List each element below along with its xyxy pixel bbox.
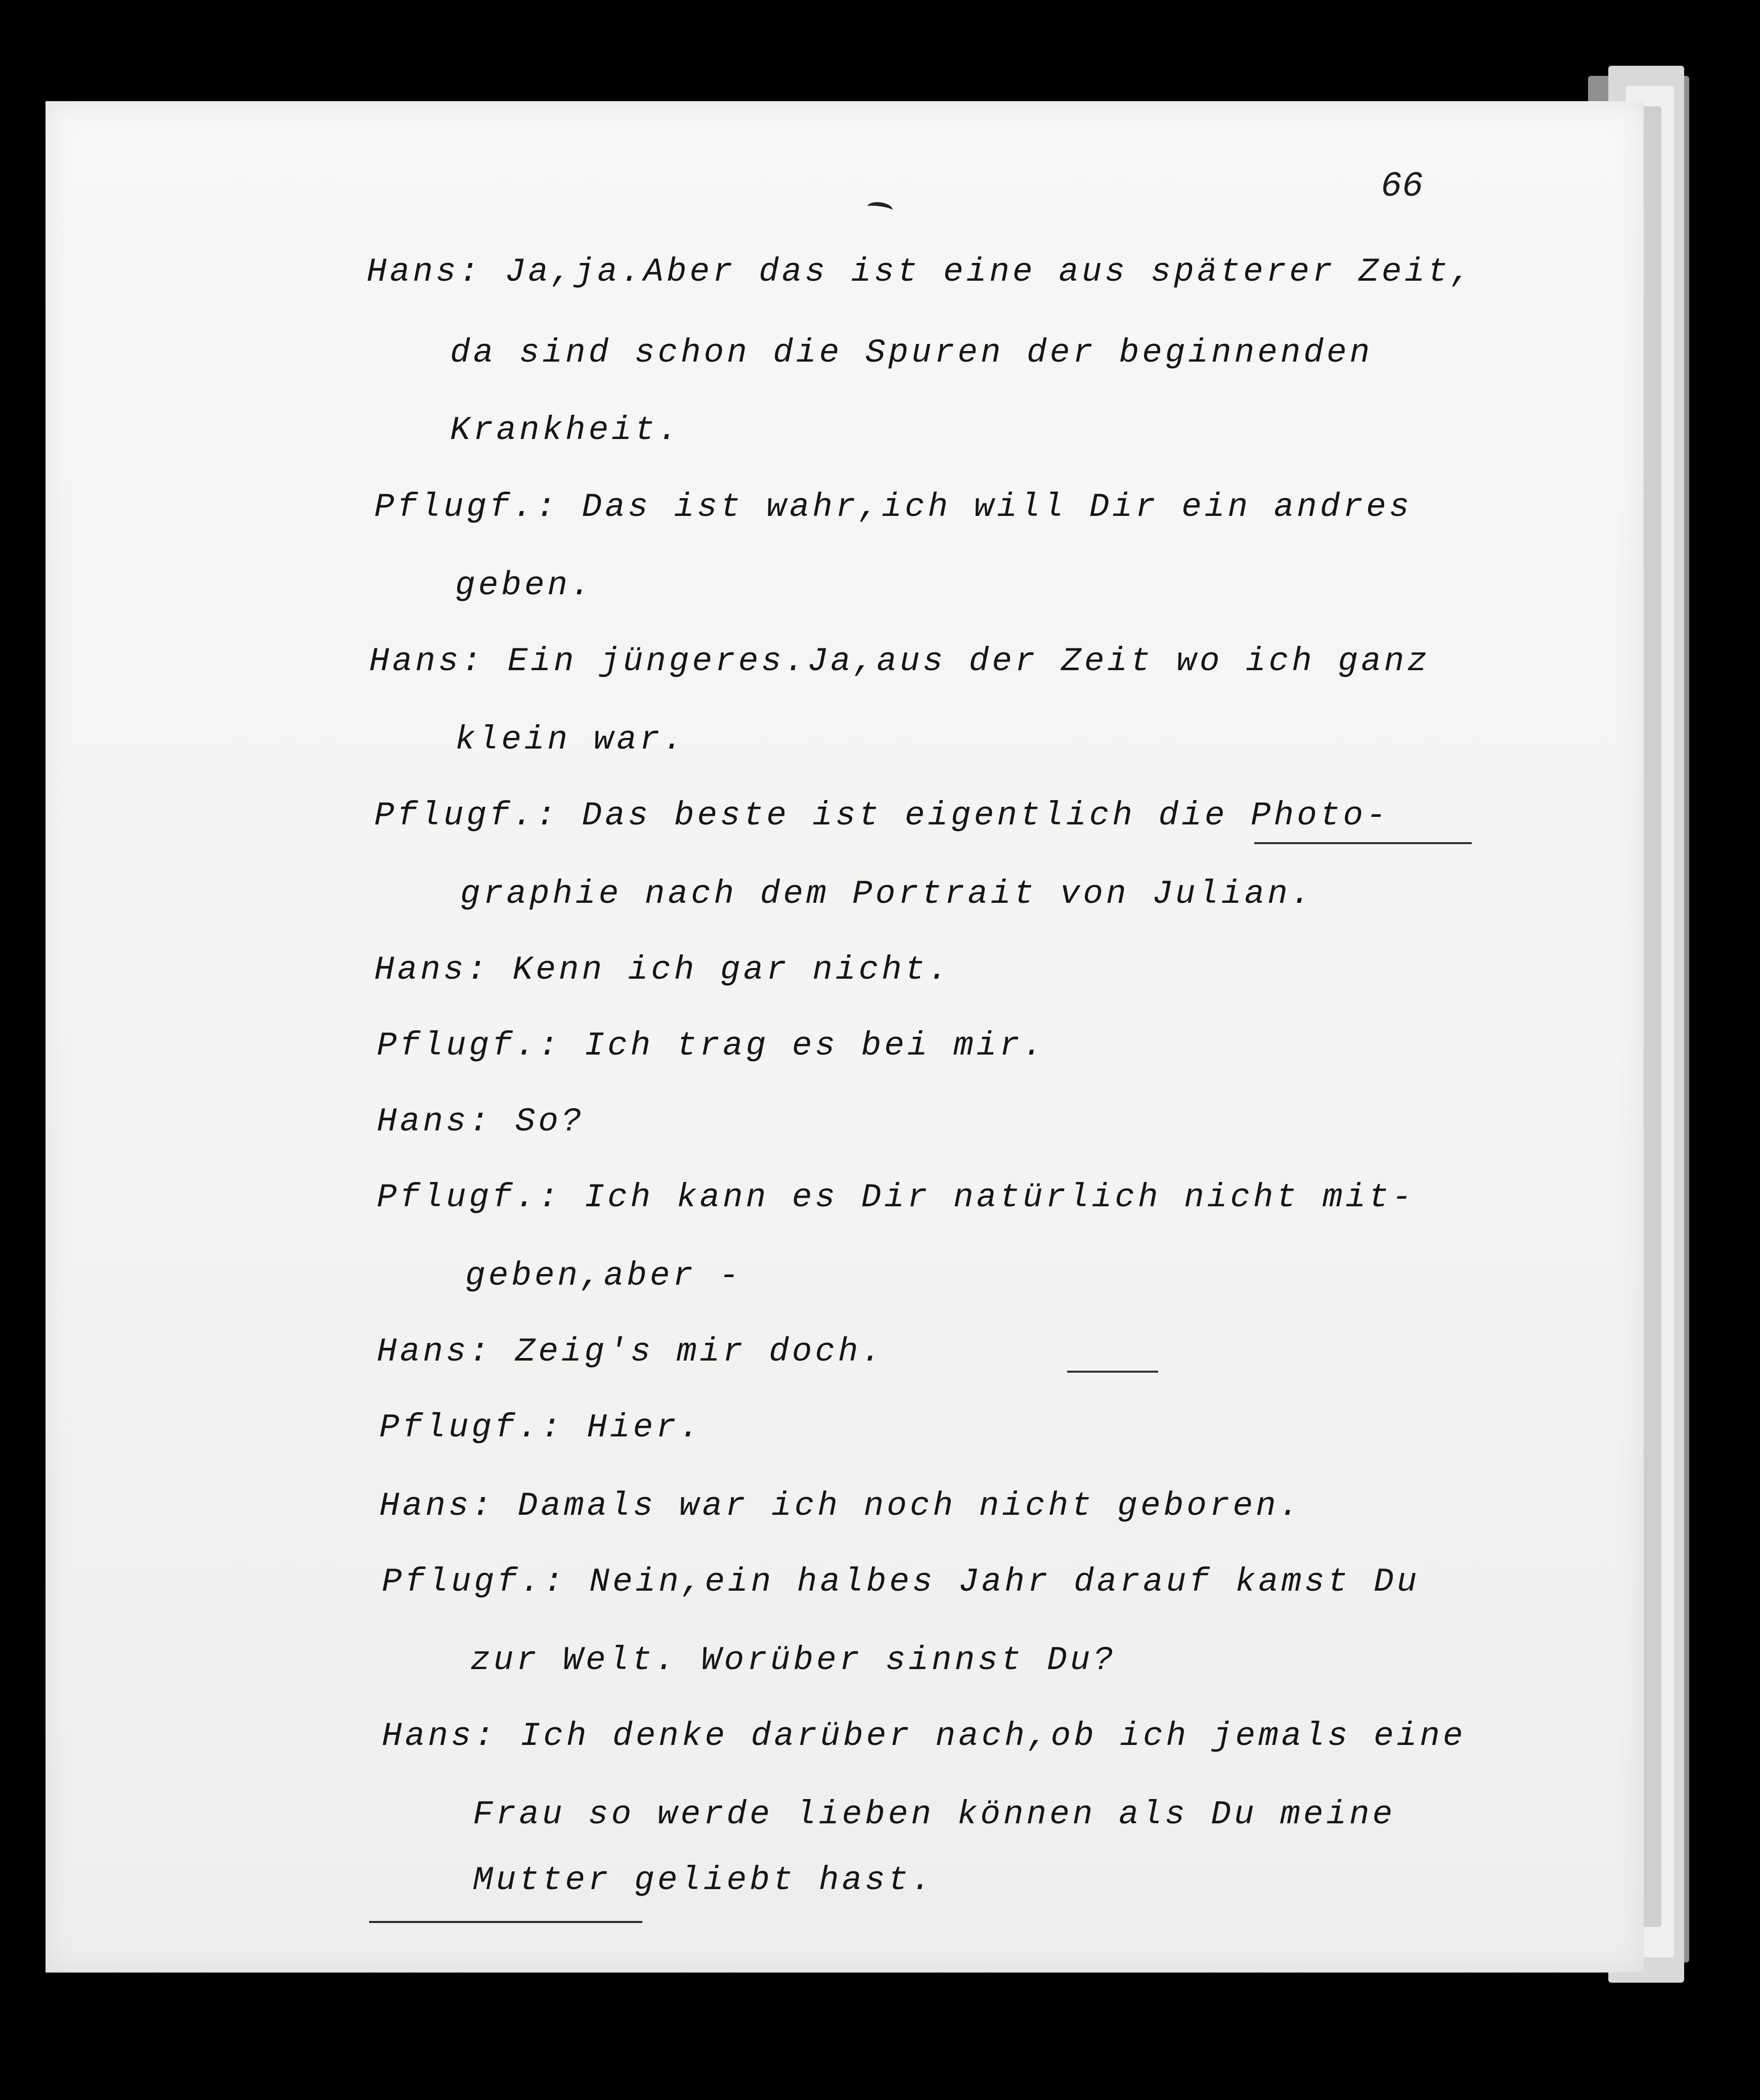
dialogue-line (455, 566, 594, 604)
speech-text: geben,aber - (465, 1257, 742, 1295)
speech-text: Ich denke darüber nach,ob ich jemals eine (520, 1717, 1466, 1755)
speech-text: Zeig's mir doch. (515, 1333, 885, 1371)
dialogue (46, 101, 1644, 1973)
speech-text: Krankheit. (450, 411, 681, 449)
speaker-label: Hans: (374, 951, 490, 989)
dialogue-line (470, 1641, 1116, 1679)
speaker-label: Pflugf.: (377, 1178, 561, 1216)
typescript-page (46, 101, 1644, 1973)
dialogue-line (473, 1798, 1395, 1831)
footer-rule (369, 1921, 642, 1923)
dialogue-line (382, 1565, 1420, 1599)
underline-mark (1067, 1371, 1158, 1373)
dialogue-line (369, 642, 1430, 680)
dialogue-line (377, 1178, 1415, 1216)
speech-text: klein war. (455, 721, 686, 759)
dialogue-line (379, 1411, 702, 1445)
speech-text: Ich trag es bei mir. (584, 1027, 1046, 1065)
speech-text: da sind schon die Spuren der beginnenden (450, 334, 1373, 372)
dialogue-line (450, 411, 681, 449)
speech-text: Mutter geliebt hast. (473, 1861, 935, 1899)
dialogue-line (473, 1861, 935, 1899)
speech-text: Das ist wahr,ich will Dir ein andres (582, 488, 1413, 526)
dialogue-line (382, 1717, 1466, 1755)
dialogue-line (377, 1029, 1046, 1063)
dialogue-line (374, 799, 1389, 833)
speaker-label: Pflugf.: (379, 1409, 564, 1447)
speaker-label: Hans: (377, 1333, 493, 1371)
speaker-label: Hans: (367, 253, 482, 291)
dialogue-line (460, 875, 1314, 913)
speaker-label: Hans: (379, 1487, 495, 1525)
speech-text: Ja,ja.Aber das ist eine aus späterer Zeit, (505, 253, 1474, 291)
dialogue-line (377, 1335, 884, 1369)
speech-text: Frau so werde lieben können als Du meine (473, 1796, 1396, 1833)
speaker-label: Hans: (369, 642, 485, 680)
speaker-label: Pflugf.: (374, 488, 559, 526)
speech-text: Das beste ist eigentlich die Photo- (582, 797, 1389, 835)
speech-text: Kenn ich gar nicht. (512, 951, 951, 989)
speech-text: Nein,ein halbes Jahr darauf kamst Du (589, 1563, 1420, 1601)
speaker-label: Hans: (377, 1103, 493, 1141)
speech-text: zur Welt. Worüber sinnst Du? (470, 1641, 1116, 1679)
back-sheet (1641, 106, 1661, 1927)
speech-text: So? (515, 1103, 585, 1141)
dialogue-line (367, 255, 1474, 289)
speaker-label: Hans: (382, 1717, 498, 1755)
dialogue-line (455, 723, 686, 757)
speech-text: Ein jüngeres.Ja,aus der Zeit wo ich ganz (507, 642, 1430, 680)
speech-text: geben. (455, 566, 594, 604)
dialogue-line (465, 1259, 742, 1293)
speech-text: Hier. (587, 1409, 702, 1447)
dialogue-line (450, 336, 1373, 370)
dialogue-line (374, 953, 951, 987)
speech-text: Ich kann es Dir natürlich nicht mit- (584, 1178, 1415, 1216)
dialogue-line (377, 1105, 584, 1139)
speech-text: graphie nach dem Portrait von Julian. (460, 875, 1314, 913)
speaker-label: Pflugf.: (377, 1027, 561, 1065)
page-number: 66 (1381, 167, 1424, 207)
speaker-label: Pflugf.: (374, 797, 559, 835)
dialogue-line (374, 488, 1413, 526)
underline-mark (1254, 842, 1472, 844)
dialogue-line (379, 1487, 1302, 1525)
speaker-label: Pflugf.: (382, 1563, 566, 1601)
speech-text: Damals war ich noch nicht geboren. (517, 1487, 1302, 1525)
